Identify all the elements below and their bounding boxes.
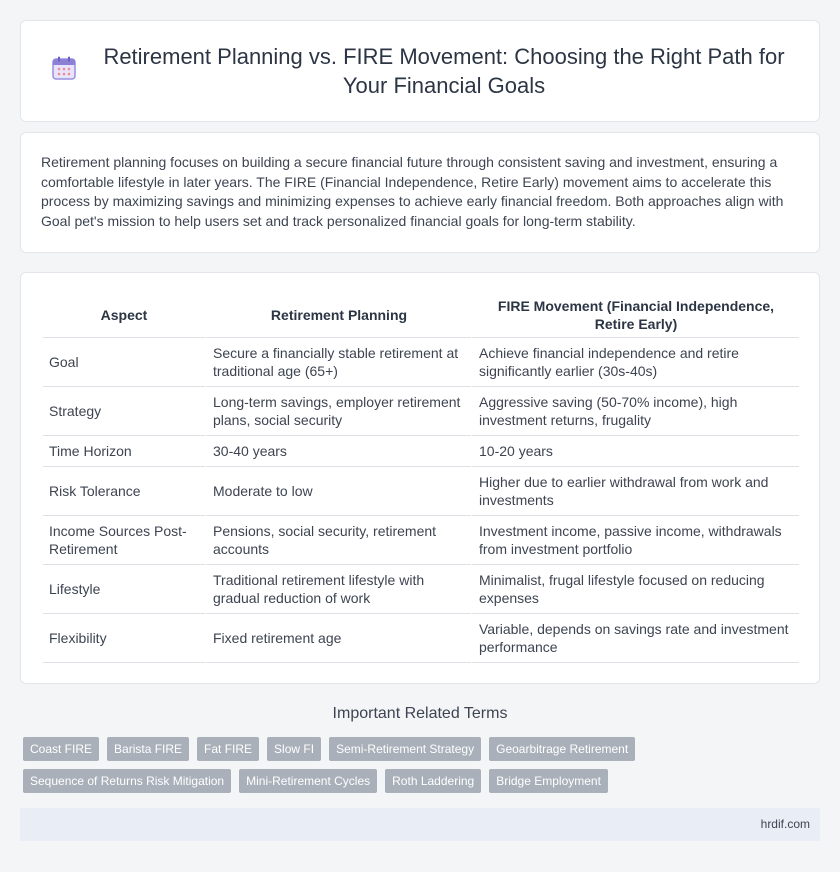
column-header-fire-movement: FIRE Movement (Financial Independence, Retire Early) [471,293,799,338]
term-tag-semi-retirement-strategy[interactable]: Semi-Retirement Strategy [329,737,481,761]
table-row [43,565,799,614]
term-tag-mini-retirement-cycles[interactable]: Mini-Retirement Cycles [239,769,377,793]
table-cell: Minimalist, frugal lifestyle focused on reducing expenses [471,565,799,614]
table-cell: Strategy [43,387,205,436]
table-header-row [43,293,799,338]
related-terms-list [23,737,823,793]
page-title: Retirement Planning vs. FIRE Movement: Choosing the Right Path for Your Financial Goals [103,44,785,98]
term-tag-sequence-of-returns[interactable]: Sequence of Returns Risk Mitigation [23,769,231,793]
footer-site-link[interactable]: hrdif.com [760,817,810,831]
table-cell: Lifestyle [43,565,205,614]
table-cell: Aggressive saving (50-70% income), high investment returns, frugality [471,387,799,436]
column-header-aspect: Aspect [43,293,205,338]
table-cell: Moderate to low [205,467,471,516]
table-cell: 30-40 years [205,436,471,467]
table-cell: Long-term savings, employer retirement plans, social security [205,387,471,436]
term-tag-roth-laddering[interactable]: Roth Laddering [385,769,481,793]
calendar-icon [51,55,77,81]
term-tag-bridge-employment[interactable]: Bridge Employment [489,769,608,793]
intro-card [20,132,820,253]
table-cell: Investment income, passive income, withdrawals from investment portfolio [471,516,799,565]
table-row [43,436,799,467]
term-tag-geoarbitrage-retirement[interactable]: Geoarbitrage Retirement [489,737,635,761]
table-cell: 10-20 years [471,436,799,467]
table-cell: Pensions, social security, retirement accounts [205,516,471,565]
table-cell: Goal [43,338,205,387]
term-tag-fat-fire[interactable]: Fat FIRE [197,737,259,761]
term-tag-slow-fi[interactable]: Slow FI [267,737,321,761]
table-cell: Traditional retirement lifestyle with gradual reduction of work [205,565,471,614]
table-cell: Fixed retirement age [205,614,471,663]
table-cell: Income Sources Post-Retirement [43,516,205,565]
footer [20,808,820,841]
table-cell: Risk Tolerance [43,467,205,516]
header-card [20,20,820,122]
table-cell: Time Horizon [43,436,205,467]
table-cell: Higher due to earlier withdrawal from work and investments [471,467,799,516]
comparison-table [43,293,799,663]
table-cell: Achieve financial independence and retire significantly earlier (30s-40s) [471,338,799,387]
comparison-card [20,272,820,684]
term-tag-barista-fire[interactable]: Barista FIRE [107,737,189,761]
table-cell: Flexibility [43,614,205,663]
table-row [43,387,799,436]
column-header-retirement-planning: Retirement Planning [205,293,471,338]
table-row [43,516,799,565]
table-cell: Secure a financially stable retirement at traditional age (65+) [205,338,471,387]
intro-paragraph: Retirement planning focuses on building a secure financial future through consistent saving and investment, ensuring a comfortable lifestyle in later years. The FIRE (Financial Independence, Retire Early) movement aims to accelerate this process by maximizing savings and minimizing expenses to achieve early financial freedom. Both approaches align with Goal pet's mission to help users set and track personalized financial goals for long-term stability. [41,154,784,229]
related-terms-title: Important Related Terms [332,705,508,722]
term-tag-coast-fire[interactable]: Coast FIRE [23,737,99,761]
table-cell: Variable, depends on savings rate and investment performance [471,614,799,663]
table-row [43,614,799,663]
table-row [43,338,799,387]
table-row [43,467,799,516]
